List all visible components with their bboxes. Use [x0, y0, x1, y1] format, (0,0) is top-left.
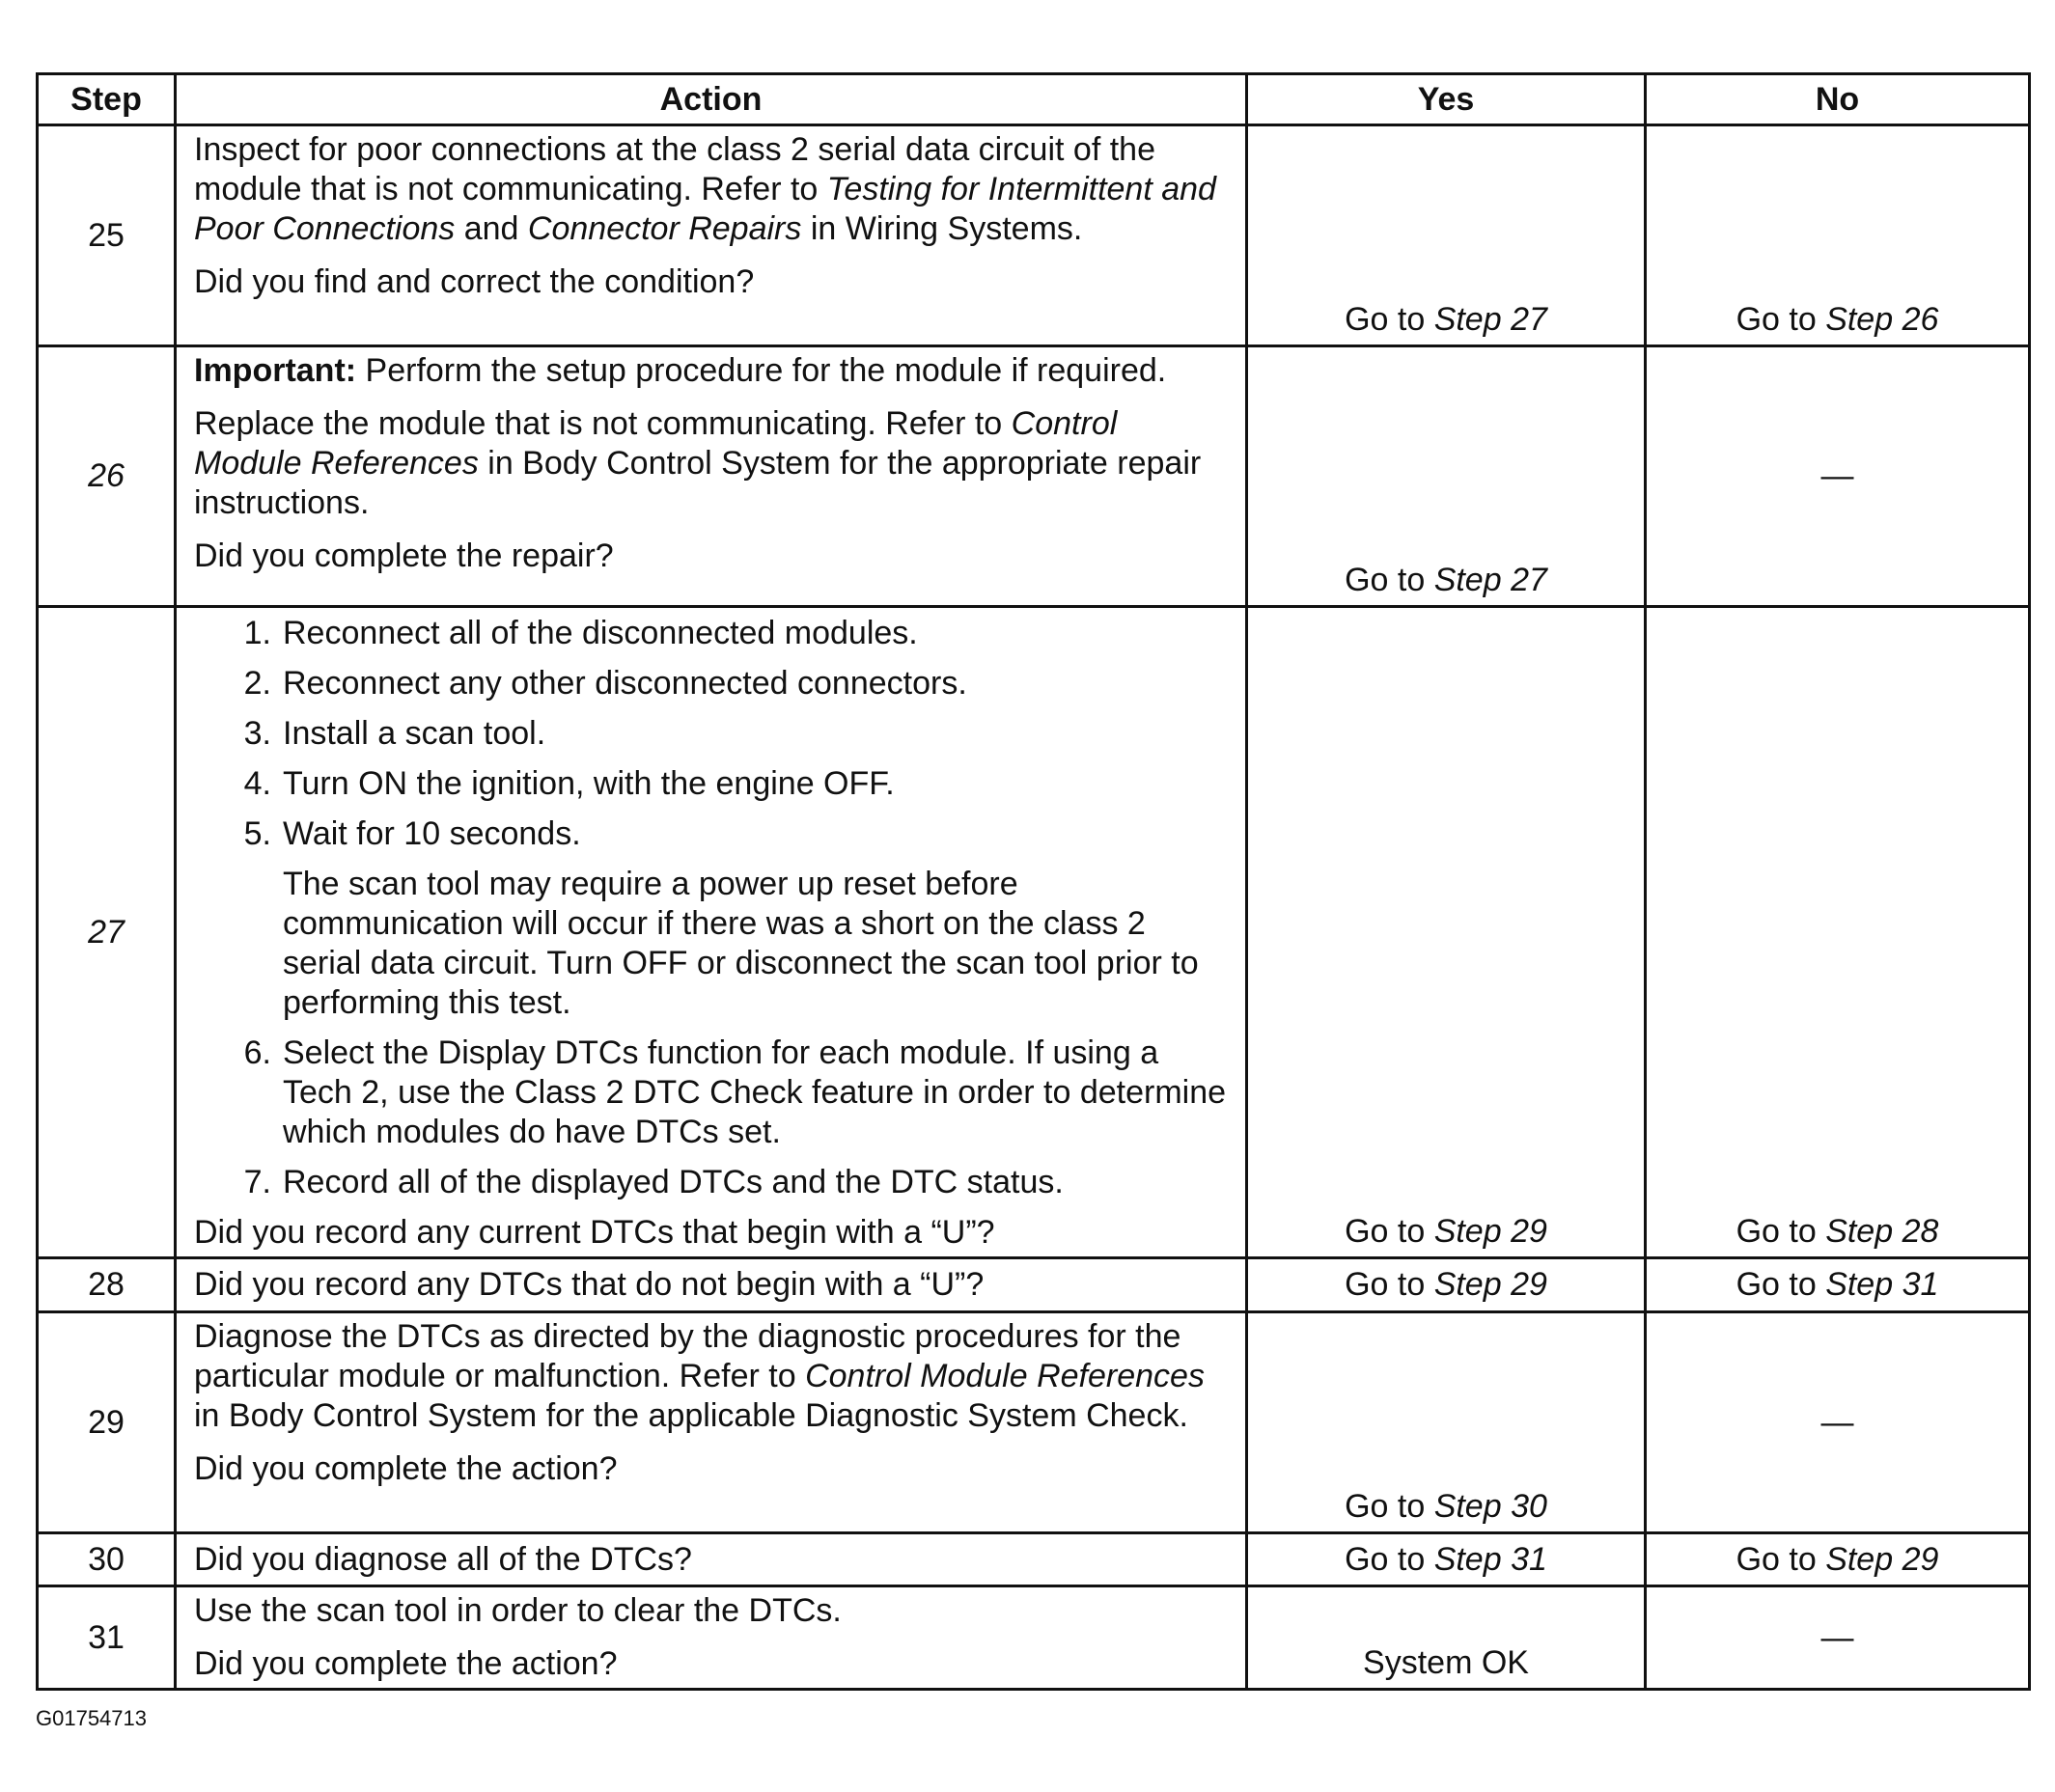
header-no: No [1646, 74, 2030, 125]
step-reference: Step 26 [1825, 301, 1939, 338]
step-reference: Step 28 [1825, 1213, 1939, 1250]
procedure-note: The scan tool may require a power up reset before communication will occur if there was a short on the class 2 serial data circuit. Turn OFF or disconnect the scan tool prior to performing this test. [283, 866, 1199, 1021]
yes-cell: Go to Step 29 [1247, 1258, 1646, 1312]
table-row [38, 1533, 2030, 1586]
step-number: 28 [38, 1258, 176, 1312]
action-cell [176, 1533, 1247, 1586]
important-note: Important: Perform the setup procedure for the module if required. [194, 352, 1167, 389]
action-text: Replace the module that is not communicating. Refer to Control Module References in Body Control System for the appropriate repair instructions. [194, 405, 1202, 521]
header-action: Action [176, 74, 1247, 125]
action-cell [176, 125, 1247, 346]
header-row [38, 74, 2030, 125]
action-question: Did you record any current DTCs that begin with a “U”? [194, 1214, 995, 1251]
action-cell [176, 1312, 1247, 1533]
action-question: Did you complete the action? [194, 1645, 618, 1682]
header-step: Step [38, 74, 176, 125]
step-reference: Step 29 [1825, 1540, 1939, 1578]
procedure-list [194, 614, 1230, 854]
list-item: 2. Reconnect any other disconnected connectors. [243, 665, 967, 702]
yes-cell: System OK [1247, 1586, 1646, 1690]
figure-id: G01754713 [36, 1706, 147, 1730]
action-cell [176, 346, 1247, 607]
no-cell: Go to Step 29 [1646, 1533, 2030, 1586]
action-text: Inspect for poor connections at the class 2 serial data circuit of the module that is not communicating. Refer to Testing for Intermittent and Poor Connections and Connector Repairs in Wiring Systems. [194, 131, 1216, 247]
yes-cell: Go to Step 29 [1247, 607, 1646, 1258]
table-row [38, 125, 2030, 346]
step-reference: Step 30 [1433, 1488, 1547, 1525]
action-cell [176, 607, 1247, 1258]
action-cell [176, 1258, 1247, 1312]
no-cell: — [1646, 1586, 2030, 1690]
table-row [38, 1586, 2030, 1690]
list-item: 6. Select the Display DTCs function for each module. If using a Tech 2, use the Class 2 DTC Check feature in order to determine which modules do have DTCs set. [243, 1034, 1227, 1150]
list-item: 7. Record all of the displayed DTCs and the DTC status. [243, 1164, 1064, 1200]
list-item: 4. Turn ON the ignition, with the engine OFF. [243, 765, 895, 802]
no-cell: — [1646, 346, 2030, 607]
action-text: Use the scan tool in order to clear the DTCs. [194, 1592, 842, 1629]
procedure-list [194, 1034, 1230, 1202]
table-row [38, 1312, 2030, 1533]
no-cell: Go to Step 26 [1646, 125, 2030, 346]
action-question: Did you complete the action? [194, 1450, 618, 1487]
table-row [38, 607, 2030, 1258]
yes-cell: Go to Step 30 [1247, 1312, 1646, 1533]
action-question: Did you diagnose all of the DTCs? [194, 1540, 692, 1578]
step-reference: Step 29 [1433, 1213, 1547, 1250]
no-cell: — [1646, 1312, 2030, 1533]
step-number: 25 [38, 125, 176, 346]
action-cell [176, 1586, 1247, 1690]
action-question: Did you find and correct the condition? [194, 263, 755, 300]
step-reference: Step 31 [1433, 1540, 1547, 1578]
action-question: Did you record any DTCs that do not begin with a “U”? [194, 1266, 985, 1303]
step-reference: Step 29 [1433, 1266, 1547, 1303]
no-cell: Go to Step 31 [1646, 1258, 2030, 1312]
step-number: 26 [38, 346, 176, 607]
step-reference: Step 27 [1433, 301, 1547, 338]
yes-cell: Go to Step 27 [1247, 125, 1646, 346]
step-number: 29 [38, 1312, 176, 1533]
table-row [38, 346, 2030, 607]
yes-cell: Go to Step 31 [1247, 1533, 1646, 1586]
step-reference: Step 31 [1825, 1266, 1939, 1303]
header-yes: Yes [1247, 74, 1646, 125]
yes-cell: Go to Step 27 [1247, 346, 1646, 607]
list-item: 5. Wait for 10 seconds. [243, 815, 581, 852]
step-reference: Step 27 [1433, 562, 1547, 598]
action-text: Diagnose the DTCs as directed by the diagnostic procedures for the particular module or malfunction. Refer to Control Module References in Body Control System for the applicable Diagnostic System Check. [194, 1318, 1205, 1434]
step-number: 27 [38, 607, 176, 1258]
list-item: 1. Reconnect all of the disconnected modules. [243, 615, 918, 651]
step-number: 30 [38, 1533, 176, 1586]
list-item: 3. Install a scan tool. [243, 715, 546, 752]
action-question: Did you complete the repair? [194, 538, 614, 574]
step-number: 31 [38, 1586, 176, 1690]
no-cell: Go to Step 28 [1646, 607, 2030, 1258]
table-row [38, 1258, 2030, 1312]
diagnostic-table [36, 72, 2031, 1691]
